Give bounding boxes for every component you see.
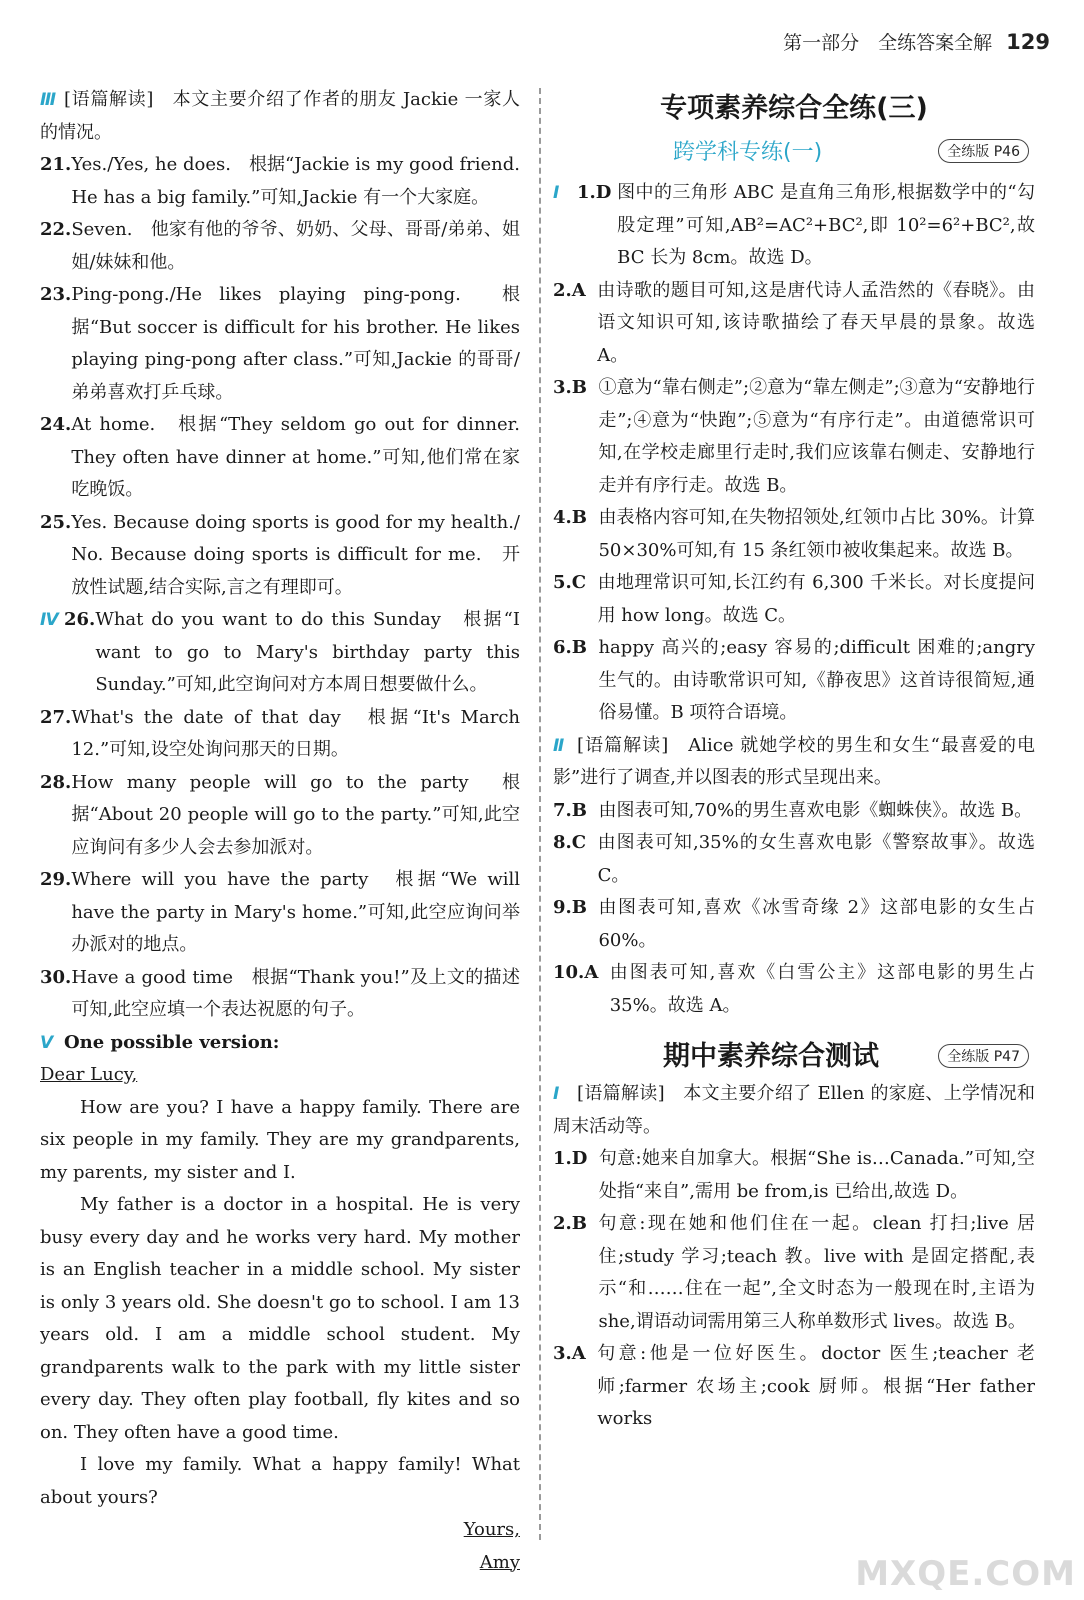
answer-item: 29. Where will you have the party 根据“We will have the party in Mary's home.”可知,此空应询问举办派对的地点。 <box>40 869 520 955</box>
answer-item: 21. Yes./Yes, he does. 根据“Jackie is my good friend. He has a big family.”可知,Jackie 有一个大家庭。 <box>40 154 520 208</box>
subtitle-row <box>553 133 1035 173</box>
answer-item: Ⅳ 26. What do you want to do this Sunday 根据“I want to go to Mary's birthday party this Sunday.”可知,此空询问对方本周日想要做什么。 <box>40 604 520 702</box>
answer-item: 5.C 由地理常识可知,长江约有 6,300 千米长。对长度提问用 how long。故选 C。 <box>553 572 1035 626</box>
letter-signature: Amy <box>479 1551 520 1573</box>
section-badge: Ⅱ <box>553 735 565 756</box>
answer-item: 2.A 由诗歌的题目可知,这是唐代诗人孟浩然的《春晓》。由语文知识可知,该诗歌描绘了春天早晨的景象。故选 A。 <box>553 279 1035 366</box>
midterm-title: 期中素养综合测试 <box>663 1041 879 1072</box>
section-badge: Ⅲ <box>40 90 57 110</box>
answer-item: 4.B 由表格内容可知,在失物招领处,红领巾占比 30%。计算 50×30%可知,有 15 条红领巾被收集起来。故选 B。 <box>553 507 1035 561</box>
answer-item: 7.B 由图表可知,70%的男生喜欢电影《蜘蛛侠》。故选 B。 <box>553 799 1033 821</box>
edition-tag: 全练版 P46 <box>938 139 1029 163</box>
right-column <box>553 84 1035 1436</box>
section-title: 专项素养综合全练(三) <box>660 93 928 124</box>
answer-item: 27. What's the date of that day 根据“It's March 12.”可知,设空处询问那天的日期。 <box>40 706 520 760</box>
section-badge: Ⅴ <box>40 1032 54 1053</box>
answer-item: 2.B 句意:现在她和他们住在一起。clean 打扫;live 居住;study 学习;teach 教。live with 是固定搭配,表示“和……住在一起”,全文时态为一般现在时,主语为 she,谓语动词需用第三人称单数形式 lives。故选 B。 <box>553 1213 1035 1332</box>
subsection-title: 跨学科专练(一) <box>673 140 823 165</box>
section-v-heading: Ⅴ One possible version: <box>40 1027 520 1060</box>
page-number: 129 <box>1006 30 1050 54</box>
watermark: MXQE.COM <box>855 1554 1076 1594</box>
section-label: 第一部分 全练答案全解 <box>783 32 993 54</box>
sample-letter <box>40 1059 520 1579</box>
letter-paragraph: My father is a doctor in a hospital. He is very busy every day and he works very hard. My mother is an English teacher in a middle school. My sister is only 3 years old. She doesn't go to school. I am 13 years old. I am a middle school student. My grandparents walk to the park with my little sister every day. They often play football, fly kites and so on. They often have a good time. <box>40 1194 520 1443</box>
letter-paragraph: I love my family. What a happy family! What about yours? <box>40 1454 520 1508</box>
answer-item: 10.A 由图表可知,喜欢《白雪公主》这部电影的男生占 35%。故选 A。 <box>553 962 1035 1016</box>
midterm-title-row <box>553 1030 1035 1078</box>
answer-item: 22. Seven. 他家有他的爷爷、奶奶、父母、哥哥/弟弟、姐姐/妹妹和他。 <box>40 219 520 273</box>
section-badge: Ⅰ <box>553 1084 560 1104</box>
edition-tag: 全练版 P47 <box>938 1044 1029 1068</box>
answer-item: 25. Yes. Because doing sports is good for my health./ No. Because doing sports is difficult for me. 开放性试题,结合实际,言之有理即可。 <box>40 511 520 598</box>
answer-item: 1.D 句意:她来自加拿大。根据“She is…Canada.”可知,空处指“来自”,需用 be from,is 已给出,故选 D。 <box>553 1148 1035 1202</box>
midterm-intro: Ⅰ [语篇解读] 本文主要介绍了 Ellen 的家庭、上学情况和周末活动等。 <box>553 1078 1035 1143</box>
section-iii-intro: Ⅲ [语篇解读] 本文主要介绍了作者的朋友 Jackie 一家人的情况。 <box>40 84 520 149</box>
left-column <box>40 84 520 1579</box>
answer-item: 6.B happy 高兴的;easy 容易的;difficult 困难的;angry 生气的。由诗歌常识可知,《静夜思》这首诗很简短,通俗易懂。B 项符合语境。 <box>553 637 1035 723</box>
page-header <box>783 28 1050 55</box>
answer-item: 30. Have a good time 根据“Thank you!”及上文的描述可知,此空应填一个表达祝愿的句子。 <box>40 966 520 1020</box>
answer-item: 28. How many people will go to the party 根据“About 20 people will go to the party.”可知,此空应询问有多少人会去参加派对。 <box>40 771 520 858</box>
answer-item: 23. Ping-pong./He likes playing ping-pong. 根据“But soccer is difficult for his brother. He likes playing ping-pong after class.”可知,Jackie 的哥哥/弟弟喜欢打乒乓球。 <box>40 284 520 403</box>
section-badge: Ⅳ <box>40 610 59 630</box>
answer-item: 8.C 由图表可知,35%的女生喜欢电影《警察故事》。故选 C。 <box>553 832 1035 886</box>
answer-item: 24. At home. 根据“They seldom go out for dinner. They often have dinner at home.”可知,他们常在家吃晚饭。 <box>40 414 520 500</box>
section-ii-intro: Ⅱ [语篇解读] Alice 就她学校的男生和女生“最喜爱的电影”进行了调查,并以图表的形式呈现出来。 <box>553 730 1035 795</box>
section-badge: Ⅰ <box>553 183 560 203</box>
answer-item: 9.B 由图表可知,喜欢《冰雪奇缘 2》这部电影的女生占 60%。 <box>553 897 1035 951</box>
letter-greeting: Dear Lucy, <box>40 1064 138 1085</box>
answer-item: Ⅰ 1.D 图中的三角形 ABC 是直角三角形,根据数学中的“勾股定理”可知,AB²=AC²+BC²,即 10²=6²+BC²,故 BC 长为 8cm。故选 D。 <box>553 177 1035 275</box>
letter-paragraph: How are you? I have a happy family. There are six people in my family. They are my grandparents, my parents, my sister and I. <box>40 1096 520 1183</box>
answer-item: 3.B ①意为“靠右侧走”;②意为“靠左侧走”;③意为“安静地行走”;④意为“快跑”;⑤意为“有序行走”。由道德常识可知,在学校走廊里行走时,我们应该靠右侧走、安静地行走并有序行走。故选 B。 <box>553 377 1035 496</box>
letter-closing: Yours, <box>463 1519 520 1540</box>
answer-item: 3.A 句意:他是一位好医生。doctor 医生;teacher 老师;farmer 农场主;cook 厨师。根据“Her father works <box>553 1343 1035 1429</box>
column-divider <box>539 88 541 1540</box>
